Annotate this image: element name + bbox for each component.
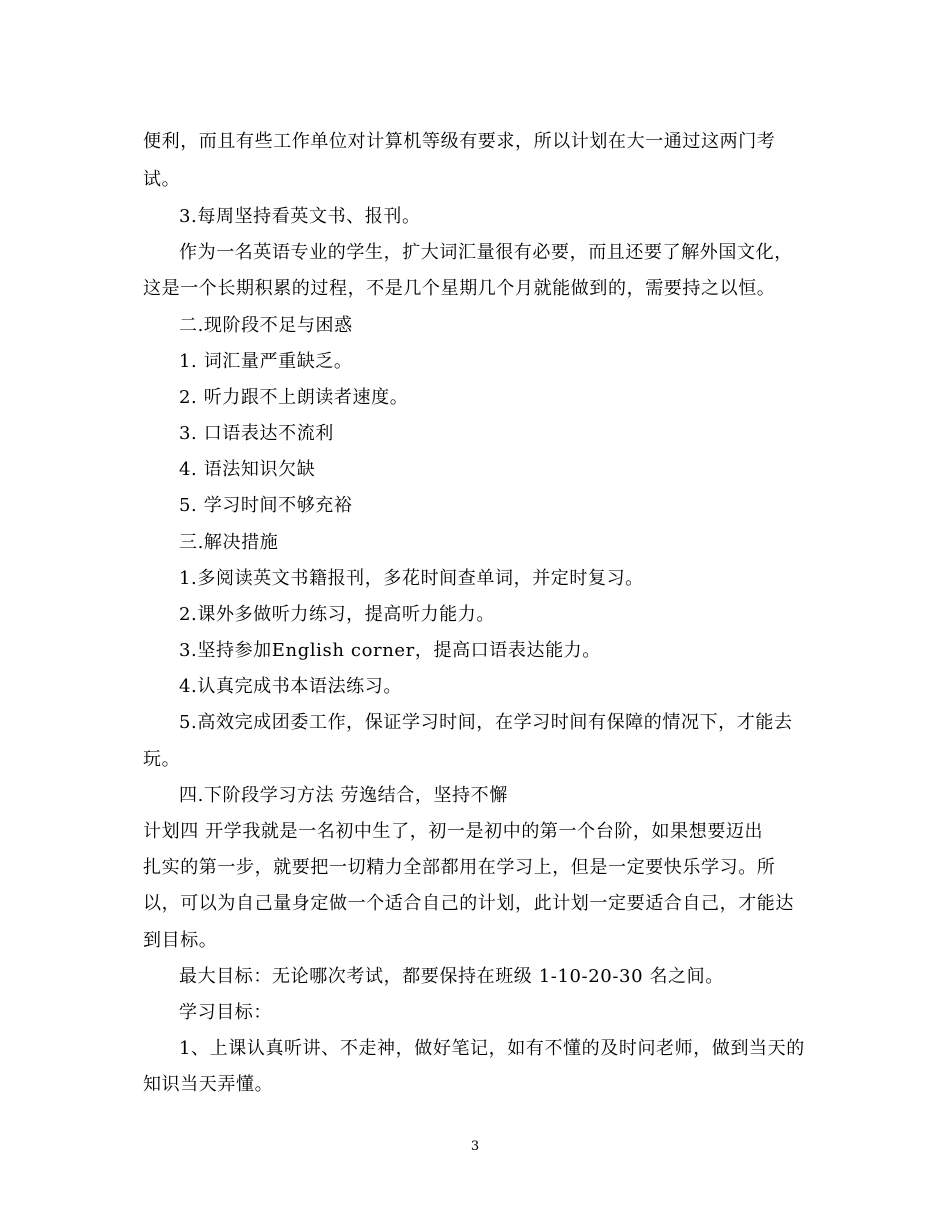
list-item: 5.高效完成团委工作，保证学习时间，在学习时间有保障的情况下，才能去 xyxy=(179,712,793,733)
list-item: 1. 词汇量严重缺乏。 xyxy=(179,351,353,372)
text-line: 知识当天弄懂。 xyxy=(143,1074,274,1095)
text-line: 计划四 开学我就是一名初中生了，初一是初中的第一个台阶，如果想要迈出 xyxy=(143,821,764,842)
text-line: 3.每周坚持看英文书、报刊。 xyxy=(179,206,421,227)
list-item: 4.认真完成书本语法练习。 xyxy=(179,676,402,697)
text-line: 玩。 xyxy=(143,749,181,770)
text-line: 这是一个长期积累的过程，不是几个星期几个月就能做到的，需要持之以恒。 xyxy=(143,278,776,299)
list-item: 2. 听力跟不上朗读者速度。 xyxy=(179,387,409,408)
text-line: 以，可以为自己量身定做一个适合自己的计划，此计划一定要适合自己，才能达 xyxy=(143,893,794,914)
text-line: 学习目标： xyxy=(179,1002,272,1023)
list-item: 1.多阅读英文书籍报刊，多花时间查单词，并定时复习。 xyxy=(179,568,644,589)
text-line: 扎实的第一步，就要把一切精力全部都用在学习上，但是一定要快乐学习。所 xyxy=(143,857,776,878)
list-item: 3.坚持参加English corner，提高口语表达能力。 xyxy=(179,640,601,661)
page-number: 3 xyxy=(470,1139,480,1154)
text-line: 到目标。 xyxy=(143,930,218,951)
section-heading: 四.下阶段学习方法 劳逸结合，坚持不懈 xyxy=(179,785,508,806)
section-heading: 三.解决措施 xyxy=(179,532,279,553)
text-line: 最大目标：无论哪次考试，都要保持在班级 1-10-20-30 名之间。 xyxy=(179,966,724,987)
text-line: 1、上课认真听讲、不走神，做好笔记，如有不懂的及时问老师，做到当天的 xyxy=(179,1038,805,1059)
list-item: 3. 口语表达不流利 xyxy=(179,423,334,444)
text-line: 作为一名英语专业的学生，扩大词汇量很有必要，而且还要了解外国文化， xyxy=(179,242,793,263)
text-line: 便利，而且有些工作单位对计算机等级有要求，所以计划在大一通过这两门考 xyxy=(143,131,776,152)
list-item: 4. 语法知识欠缺 xyxy=(179,459,316,480)
section-heading: 二.现阶段不足与困惑 xyxy=(179,315,353,336)
list-item: 5. 学习时间不够充裕 xyxy=(179,495,353,516)
text-line: 试。 xyxy=(143,169,181,190)
list-item: 2.课外多做听力练习，提高听力能力。 xyxy=(179,604,495,625)
